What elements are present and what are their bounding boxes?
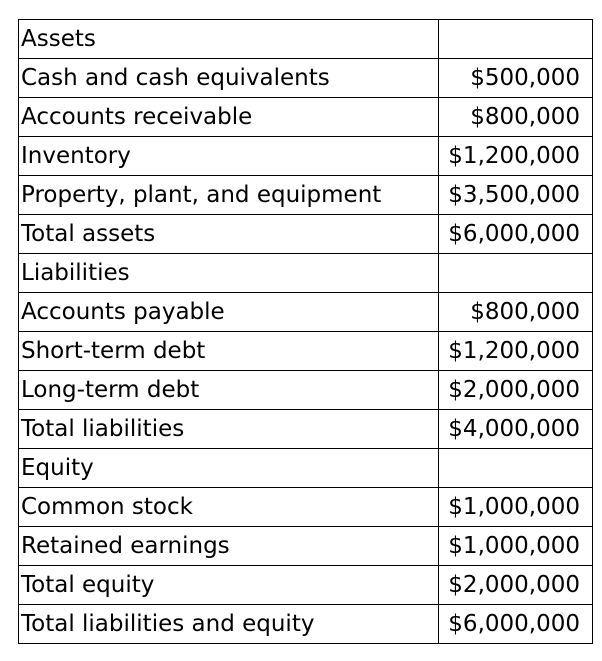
row-value: $1,200,000: [439, 137, 593, 176]
row-label: Assets: [19, 20, 439, 59]
row-value: [439, 20, 593, 59]
table-row: [19, 488, 593, 527]
row-label: Accounts payable: [19, 293, 439, 332]
row-value: $6,000,000: [439, 215, 593, 254]
row-value: $6,000,000: [439, 605, 593, 644]
row-label: Short-term debt: [19, 332, 439, 371]
table-row: [19, 410, 593, 449]
row-label: Cash and cash equivalents: [19, 59, 439, 98]
row-value: $1,000,000: [439, 527, 593, 566]
table-row: [19, 98, 593, 137]
row-label: Equity: [19, 449, 439, 488]
row-label: Long-term debt: [19, 371, 439, 410]
row-value: [439, 449, 593, 488]
table-row: [19, 254, 593, 293]
row-value: $800,000: [439, 293, 593, 332]
row-value: $500,000: [439, 59, 593, 98]
row-value: $2,000,000: [439, 371, 593, 410]
row-value: $2,000,000: [439, 566, 593, 605]
balance-sheet-container: [18, 19, 593, 644]
row-value: $1,200,000: [439, 332, 593, 371]
row-label: Common stock: [19, 488, 439, 527]
table-row: [19, 566, 593, 605]
table-row: [19, 59, 593, 98]
row-label: Total liabilities and equity: [19, 605, 439, 644]
table-row: [19, 449, 593, 488]
row-label: Total liabilities: [19, 410, 439, 449]
row-label: Liabilities: [19, 254, 439, 293]
table-row: [19, 605, 593, 644]
row-label: Total equity: [19, 566, 439, 605]
row-value: [439, 254, 593, 293]
row-label: Inventory: [19, 137, 439, 176]
balance-sheet-table: [18, 19, 593, 644]
table-row: [19, 332, 593, 371]
row-label: Property, plant, and equipment: [19, 176, 439, 215]
table-row: [19, 371, 593, 410]
row-value: $800,000: [439, 98, 593, 137]
table-row: [19, 20, 593, 59]
row-label: Accounts receivable: [19, 98, 439, 137]
row-value: $1,000,000: [439, 488, 593, 527]
row-value: $3,500,000: [439, 176, 593, 215]
table-row: [19, 215, 593, 254]
balance-sheet-body: [19, 20, 593, 644]
table-row: [19, 176, 593, 215]
row-label: Retained earnings: [19, 527, 439, 566]
row-label: Total assets: [19, 215, 439, 254]
table-row: [19, 527, 593, 566]
table-row: [19, 293, 593, 332]
table-row: [19, 137, 593, 176]
row-value: $4,000,000: [439, 410, 593, 449]
